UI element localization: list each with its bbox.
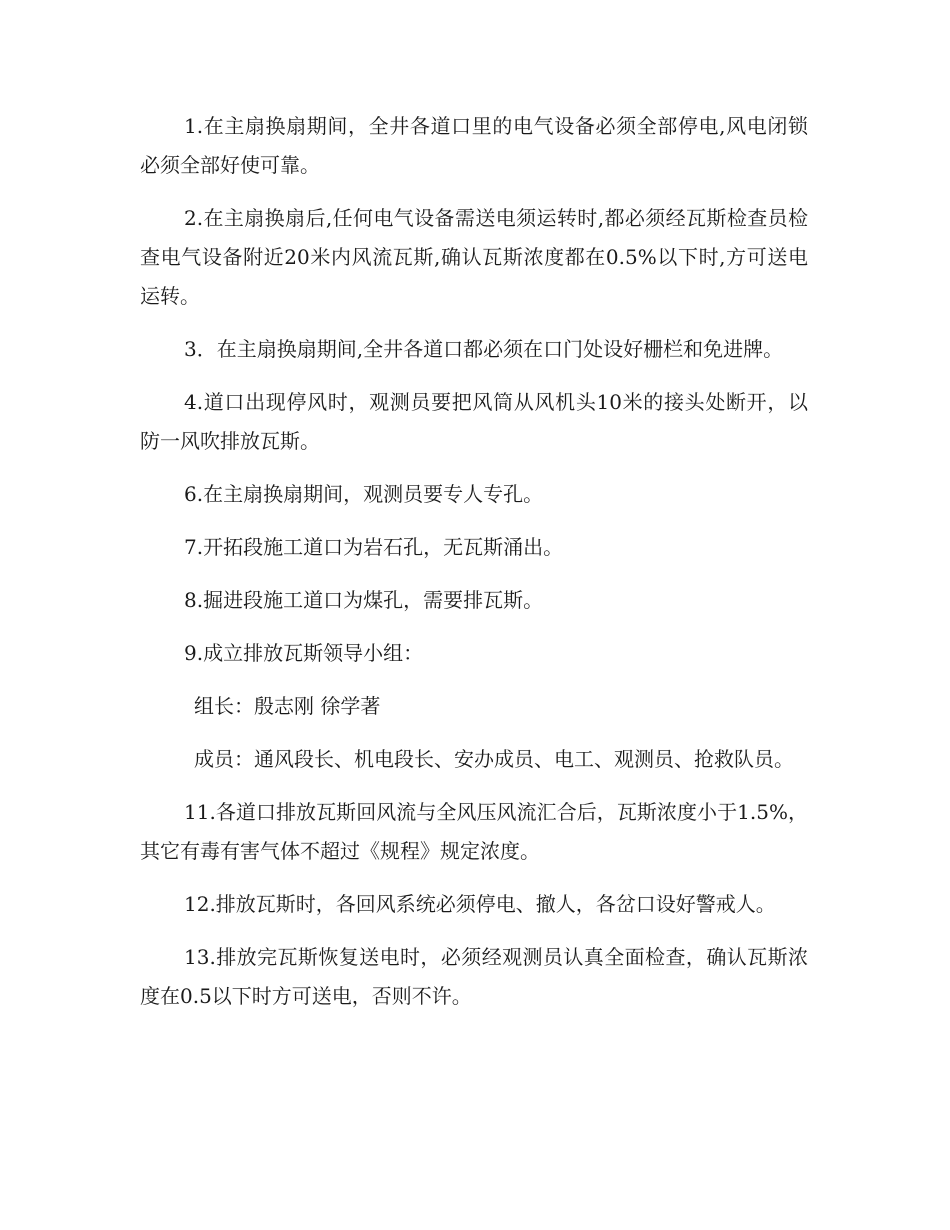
paragraph-13: 13.排放完瓦斯恢复送电时，必须经观测员认真全面检查，确认瓦斯浓度在0.5以下时方可送电，否则不许。 <box>140 945 808 1008</box>
team-leader-line: 组长：殷志刚 徐学著 <box>194 694 381 718</box>
paragraph-2: 2.在主扇换扇后,任何电气设备需送电须运转时,都必须经瓦斯检查员检查电气设备附近20米内风流瓦斯,确认瓦斯浓度都在0.5%以下时,方可送电运转。 <box>140 206 808 308</box>
paragraph-11: 11.各道口排放瓦斯回风流与全风压风流汇合后，瓦斯浓度小于1.5%，其它有毒有害气体不超过《规程》规定浓度。 <box>140 800 808 863</box>
team-members-line: 成员：通风段长、机电段长、安办成员、电工、观测员、抢救队员。 <box>194 747 794 771</box>
paragraph-9: 9.成立排放瓦斯领导小组： <box>184 641 424 665</box>
paragraph-12: 12.排放瓦斯时，各回风系统必须停电、撤人，各岔口设好警戒人。 <box>184 892 776 916</box>
paragraph-7: 7.开拓段施工道口为岩石孔，无瓦斯涌出。 <box>184 535 564 559</box>
paragraph-4: 4.道口出现停风时，观测员要把风筒从风机头10米的接头处断开，以防一风吹排放瓦斯。 <box>140 390 808 453</box>
document-body <box>140 107 808 1030</box>
paragraph-6: 6.在主扇换扇期间，观测员要专人专孔。 <box>184 482 544 506</box>
paragraph-3: 3．在主扇换扇期间,全井各道口都必须在口门处设好栅栏和免进牌。 <box>184 337 784 361</box>
paragraph-1: 1.在主扇换扇期间，全井各道口里的电气设备必须全部停电,风电闭锁必须全部好使可靠。 <box>140 114 808 177</box>
paragraph-8: 8.掘进段施工道口为煤孔，需要排瓦斯。 <box>184 588 544 612</box>
